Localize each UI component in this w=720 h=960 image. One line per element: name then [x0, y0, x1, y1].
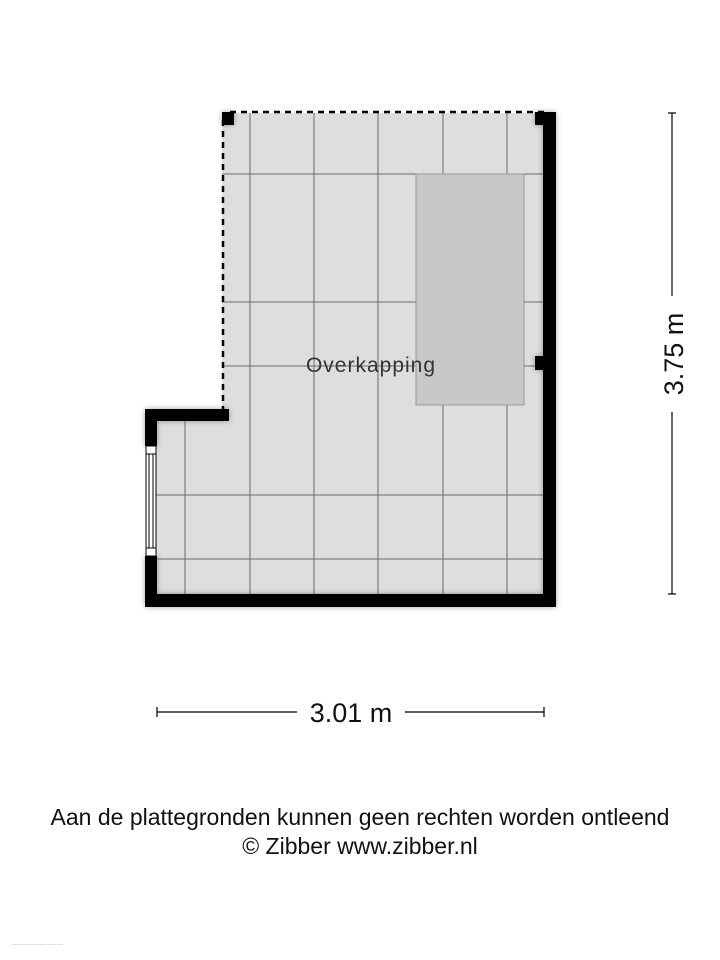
room-label: Overkapping [305, 354, 437, 377]
window [146, 446, 156, 556]
width-dimension-label: 3.01 m [309, 698, 393, 728]
tiny-footer-mark: ——— ———— ———— ——— —— [12, 942, 64, 946]
disclaimer-text: Aan de plattegronden kunnen geen rechten worden ontleend [50, 804, 670, 830]
copyright-text: © Zibber www.zibber.nl [242, 833, 478, 859]
height-dimension-label: 3.75 m [659, 312, 689, 396]
